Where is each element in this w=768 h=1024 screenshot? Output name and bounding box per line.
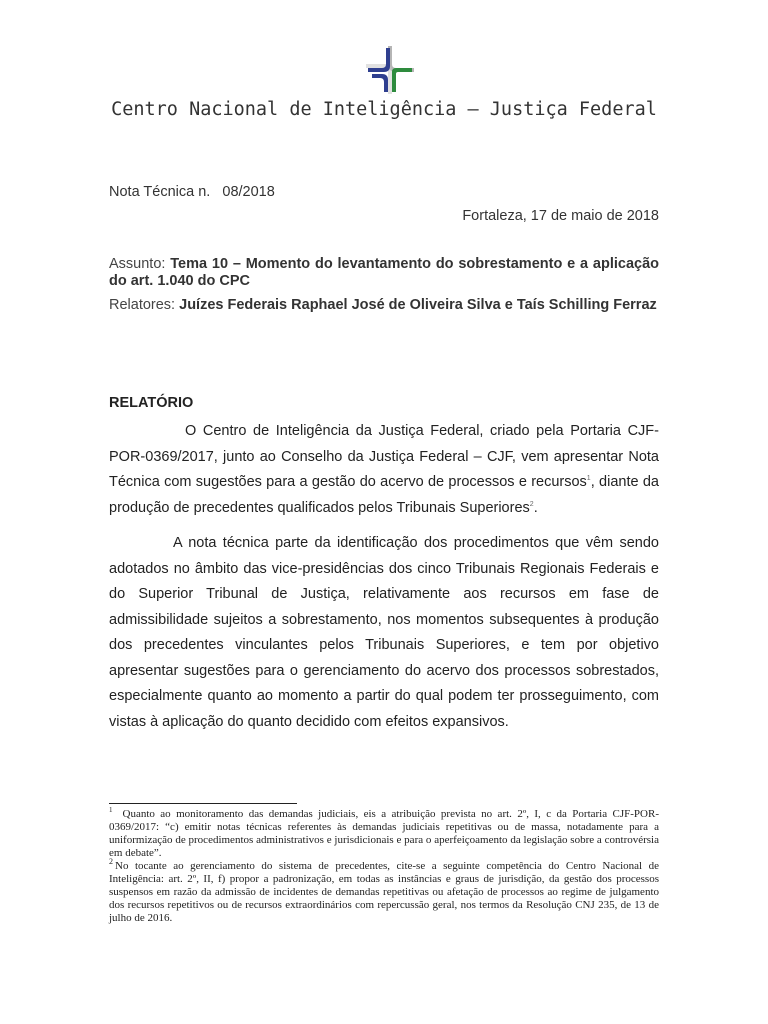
note-number: Nota Técnica n. 08/2018 [109, 184, 275, 200]
subject-label: Assunto: [109, 256, 171, 272]
paragraph-1-mid: , diante da produção de precedentes qualificados pelos Tribunais Superiores [109, 474, 659, 516]
footnote-divider [109, 803, 297, 804]
footnote-2 [109, 857, 659, 925]
rapporteurs-label: Relatores: [109, 297, 180, 313]
footnote-ref-1[interactable]: 1 [586, 475, 591, 483]
footnote-2-mark: 2 [109, 857, 113, 867]
footnote-ref-2[interactable]: 2 [529, 500, 534, 508]
section-heading: RELATÓRIO [109, 395, 194, 411]
subject-value: Tema 10 – Momento do levantamento do sobrestamento e a aplicação do art. 1.040 do CPC [109, 256, 659, 289]
rapporteurs-value: Juízes Federais Raphael José de Oliveira Silva e Taís Schilling Ferraz [179, 297, 657, 313]
footnotes [109, 808, 659, 925]
footnote-1-text: Quanto ao monitoramento das demandas judiciais, eis a atribuição prevista no art. 2º, I, c da Portaria CJF-POR-0369/2017: “c) emitir notas técnicas referentes às demandas judiciais repetitivas ou de massa, notadamente para a uniformização de procedimentos administrativos e jurisdicionais e para o aperfeiçoamento da legislação sobre a controvérsia em debate”. [109, 808, 659, 859]
footnote-1 [109, 808, 659, 860]
paragraph-1-end: . [533, 499, 538, 516]
rapporteurs-block [109, 297, 659, 314]
organization-title: Centro Nacional de Inteligência – Justiça Federal [111, 99, 657, 120]
footnote-1-mark: 1 [109, 806, 113, 815]
cjf-cross-logo-icon [362, 42, 418, 98]
document-date: Fortaleza, 17 de maio de 2018 [462, 208, 659, 224]
paragraph-1 [109, 419, 659, 521]
footnote-2-text: No tocante ao gerenciamento do sistema de precedentes, cite-se a seguinte competência do Centro Nacional de Inteligência: art. 2º, II, f) propor a padronização, em todas as instâncias e graus de jurisdição, da gestão dos processos suspensos em razão da admissão de incidentes de demandas repetitivas ou afetação de processos ao regime de julgamento dos recursos repetitivos ou de recursos extraordinários com repercussão geral, nos termos da Resolução CNJ 235, de 13 de julho de 2016. [109, 860, 659, 924]
paragraph-1-text: O Centro de Inteligência da Justiça Federal, criado pela Portaria CJF-POR-0369/2017, junto ao Conselho da Justiça Federal – CJF, vem apresentar Nota Técnica com sugestões para a gestão do acervo de processos e recursos [109, 423, 659, 490]
paragraph-2: A nota técnica parte da identificação dos procedimentos que vêm sendo adotados no âmbito das vice-presidências dos cinco Tribunais Regionais Federais e do Superior Tribunal de Justiça, relativamente aos recursos em fase de admissibilidade sujeitos a sobrestamento, nos momentos subsequentes à produção dos precedentes vinculantes pelos Tribunais Superiores, e tem por objetivo apresentar sugestões para o gerenciamento do acervo dos processos sobrestados, especialmente quanto ao momento a partir do qual podem ter prosseguimento, com vistas à aplicação do quanto decidido com efeitos expansivos. [109, 535, 659, 730]
subject-block [109, 256, 659, 290]
